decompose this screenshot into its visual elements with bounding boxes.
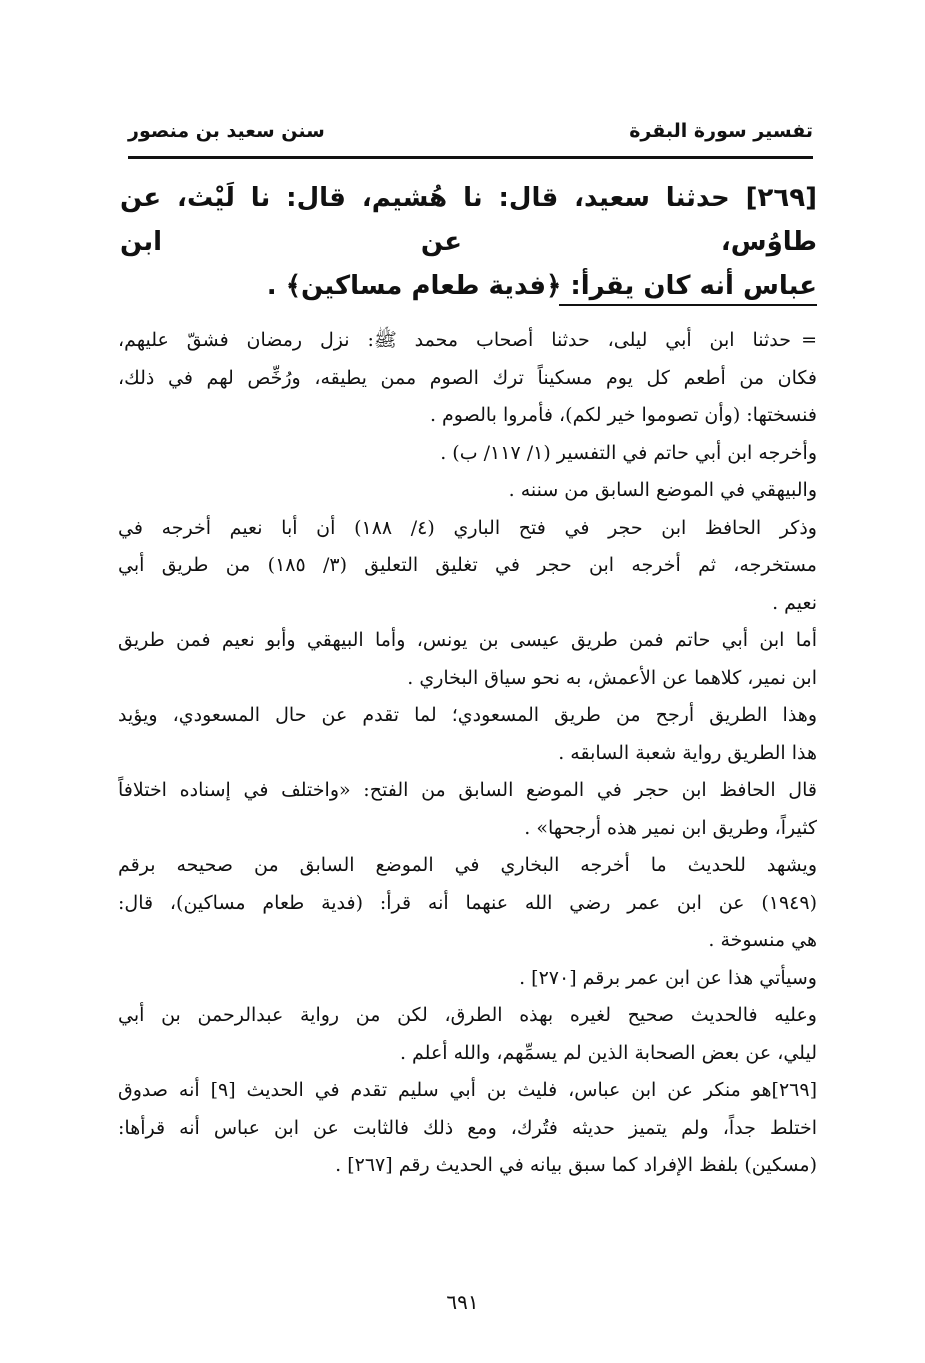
footnote-line: وأخرجه ابن أبي حاتم في التفسير (١/ ١١٧/ ب) .	[440, 441, 817, 464]
footnote-line: أما ابن أبي حاتم فمن طريق عيسى بن يونس، وأما البيهقي وأبو نعيم فمن طريق	[118, 629, 817, 651]
footnote-line: (١٩٤٩) عن ابن عمر رضي الله عنهما أنه قرأ: (فدية طعام مساكين)، قال:	[118, 891, 817, 914]
footnote-line: قال الحافظ ابن حجر في الموضع السابق من الفتح: «واختلف في إسناده اختلافاً	[118, 779, 817, 801]
running-head	[128, 114, 813, 148]
footnote-line: وعليه فالحديث صحيح لغيره بهذه الطرق، لكن من رواية عبدالرحمن بن أبي	[118, 1004, 817, 1026]
hadith-line-2: عباس أنه كان يقرأ: ﴿فدية طعام مساكين﴾ .	[266, 271, 817, 301]
continuation-mark: =	[801, 329, 817, 351]
book-title: سنن سعيد بن منصور	[128, 120, 325, 142]
footnote-line: [٢٦٩]هو منكر عن ابن عباس، فليث بن أبي سليم تقدم في الحديث [٩] أنه صدوق	[118, 1079, 817, 1101]
footnote-line: اختلط جداً، ولم يتميز حديثه فتُرك، ومع ذلك فالثابت عن ابن عباس أنه قرأها:	[118, 1116, 817, 1139]
footnote-line: فكان من أطعم كل يوم مسكيناً ترك الصوم ممن يطيقه، ورُخِّص لهم في ذلك،	[118, 366, 817, 389]
footnote-line: هذا الطريق رواية شعبة السابقه .	[558, 741, 817, 764]
footnote-line: والبيهقي في الموضع السابق من سننه .	[508, 479, 817, 501]
footnote-line: وهذا الطريق أرجح من طريق المسعودي؛ لما تقدم عن حال المسعودي، ويؤيد	[118, 704, 817, 726]
header-rule	[128, 156, 813, 159]
footnote-line: وذكر الحافظ ابن حجر في فتح الباري (٤/ ١٨٨) أن أبا نعيم أخرجه في	[118, 516, 817, 539]
footnote-line: ابن نمير، كلاهما عن الأعمش، به نحو سياق البخاري .	[407, 666, 817, 689]
footnote-line: فنسختها: (وأن تصوموا خير لكم)، فأمروا بالصوم .	[429, 404, 817, 426]
footnote-line: ليلي، عن بعض الصحابة الذين لم يسمِّهم، والله أعلم .	[399, 1041, 817, 1064]
footnote-separator	[559, 304, 817, 306]
hadith-line-1: [٢٦٩] حدثنا سعيد، قال: نا هُشيم، قال: نا لَيْث، عن طاوُس، عن ابن	[120, 183, 817, 257]
hadith-text	[120, 176, 817, 308]
footnote-line: وسيأتي هذا عن ابن عمر برقم [٢٧٠] .	[519, 966, 817, 989]
footnote-line: كثيراً، وطريق ابن نمير هذه أرجحها» .	[524, 816, 817, 839]
footnote-line: (مسكين) بلفظ الإفراد كما سبق بيانه في الحديث رقم [٢٦٧] .	[335, 1154, 817, 1176]
footnote-line: =حدثنا ابن أبي ليلى، حدثنا أصحاب محمد ﷺ: نزل رمضان فشقّ عليهم،	[118, 322, 817, 360]
footnote-line: نعيم .	[772, 591, 817, 614]
footnote-line: مستخرجه، ثم أخرجه ابن حجر في تغليق التعليق (٣/ ١٨٥) من طريق أبي	[118, 554, 817, 576]
page-number: ٦٩١	[446, 1290, 479, 1314]
footnote-line: هي منسوخة .	[708, 929, 817, 951]
footnotes	[118, 322, 817, 1185]
footnote-line: ويشهد للحديث ما أخرجه البخاري في الموضع السابق من صحيحه برقم	[118, 854, 817, 876]
section-title: تفسير سورة البقرة	[629, 120, 813, 142]
